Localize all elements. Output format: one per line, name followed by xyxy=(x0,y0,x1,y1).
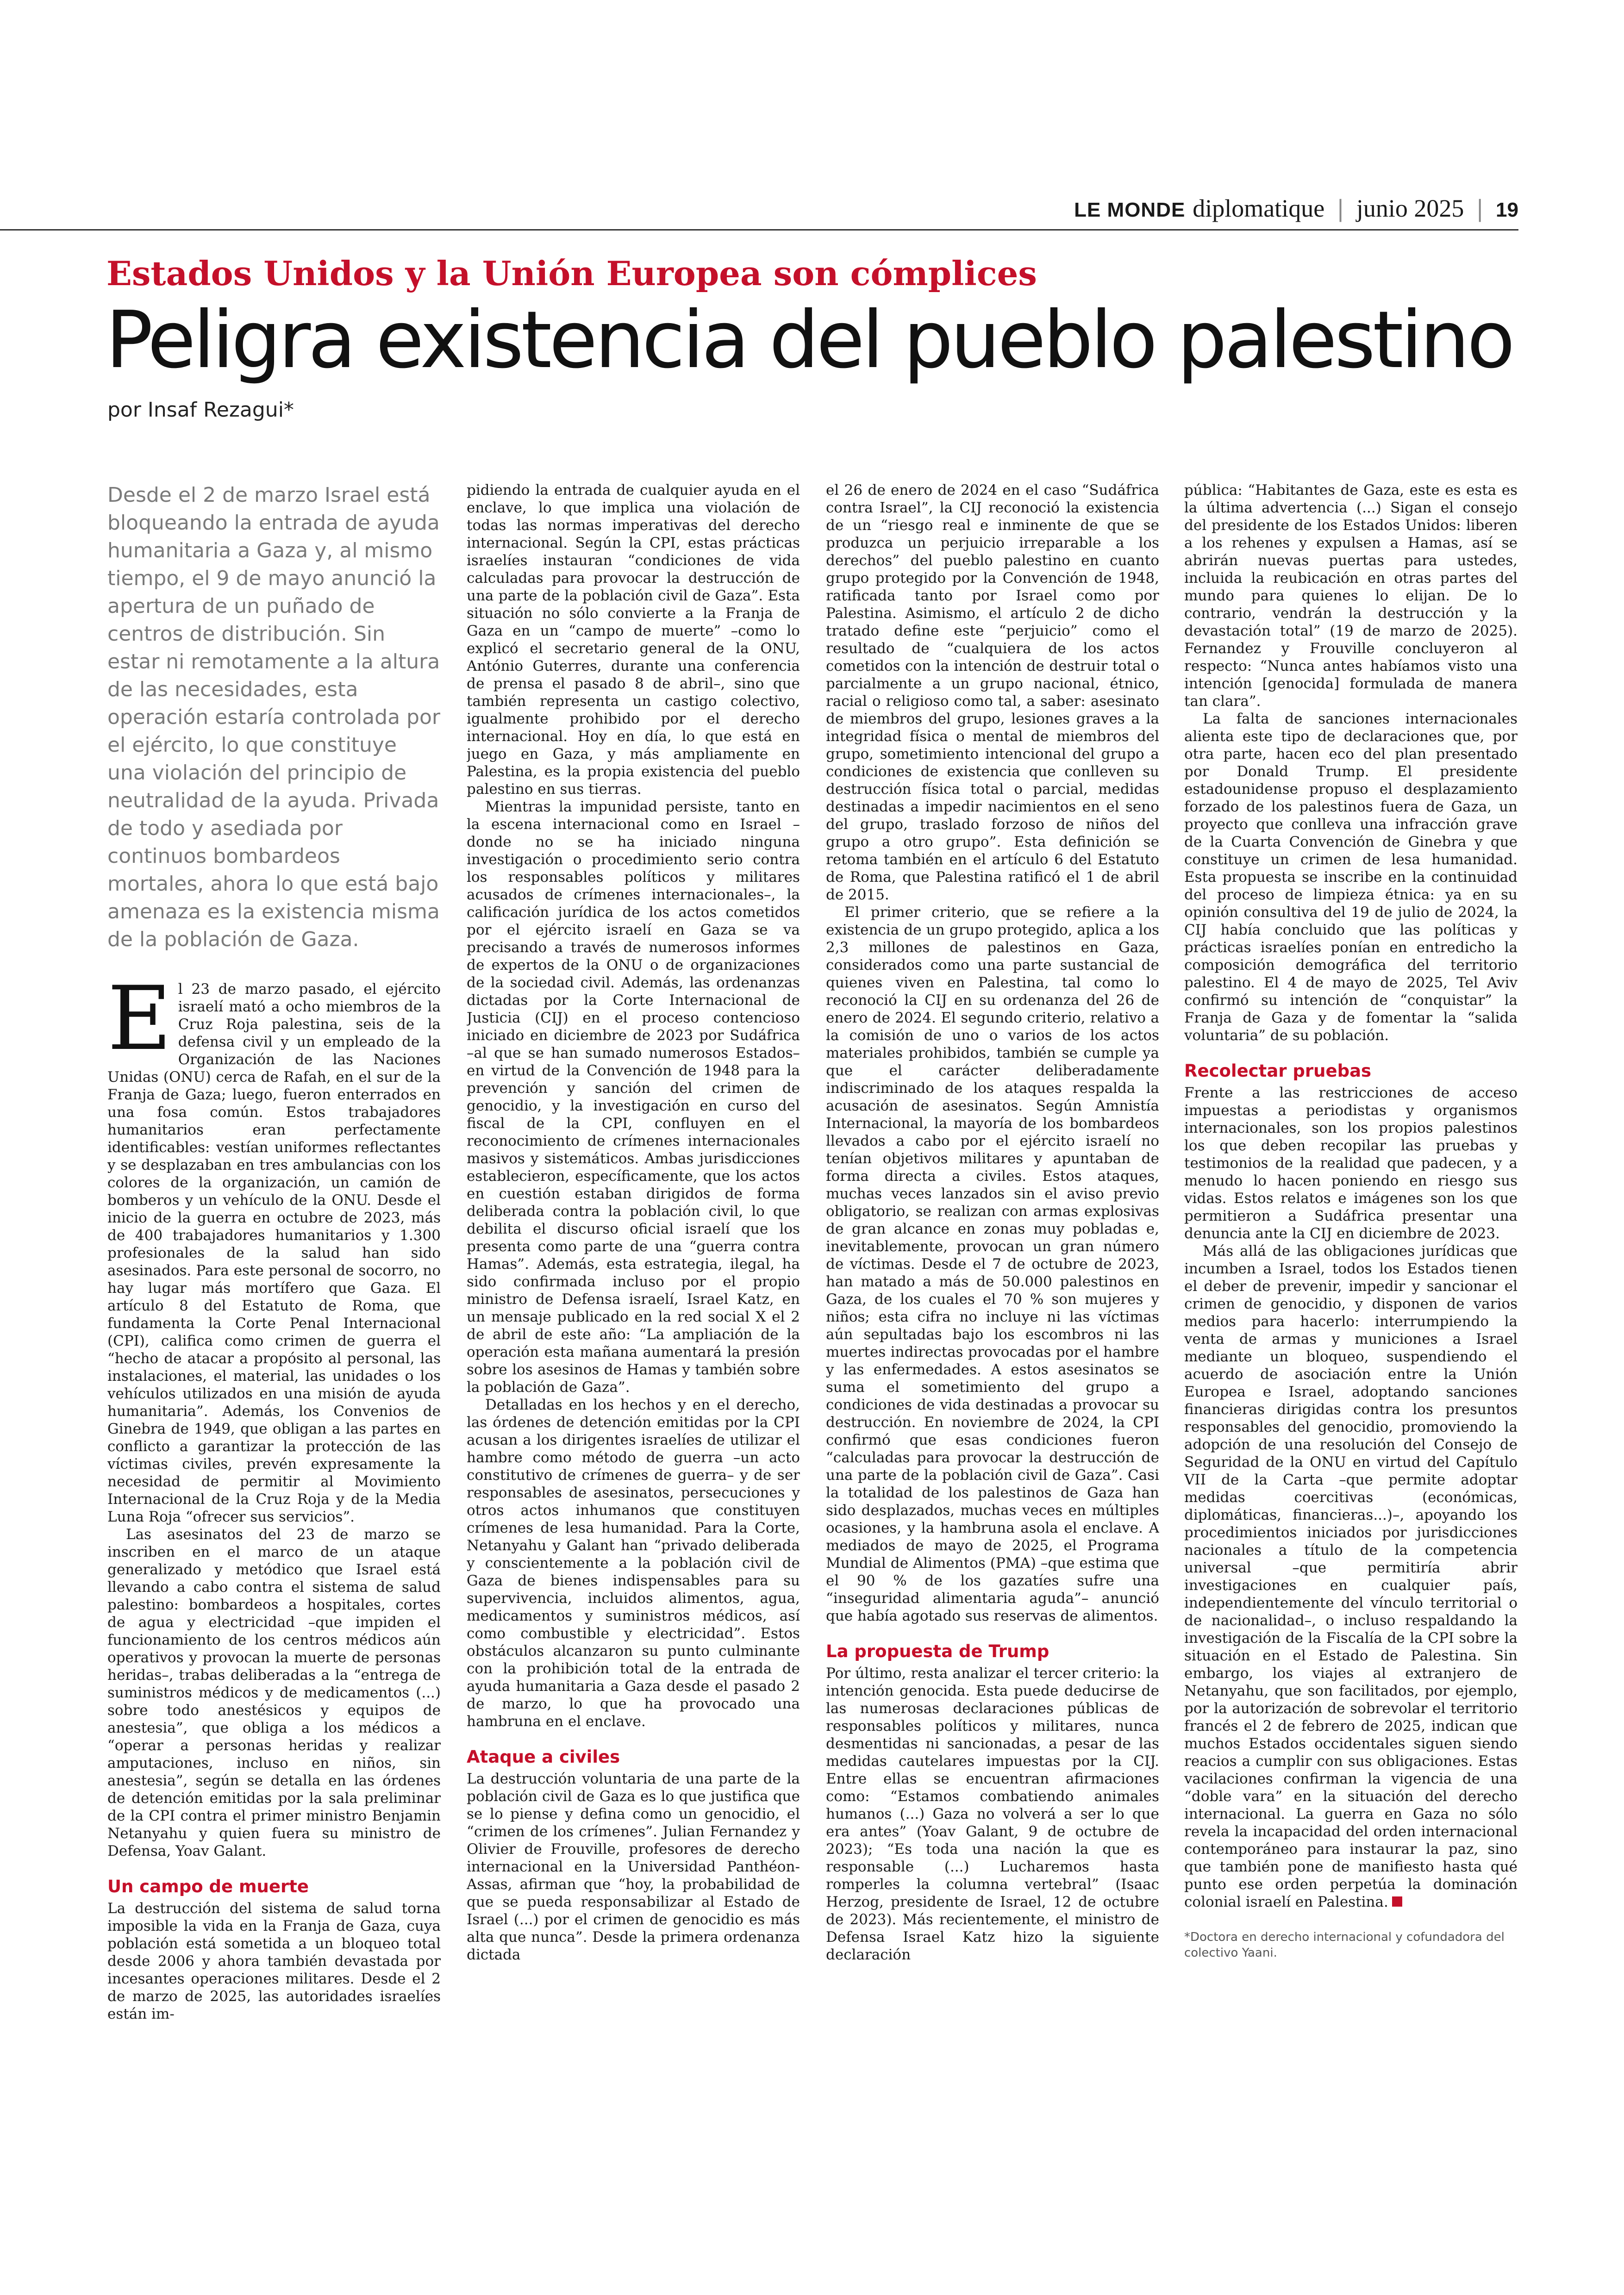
body-paragraph: El 23 de marzo pasado, el ejército israelí mató a ocho miembros de la Cruz Roja palestina, seis de la defensa civil y un empleado de la Organización de las Naciones Unidas (ONU) cerca de Rafah, en el sur de la Franja de Gaza; luego, fueron enterrados en una fosa común. Estos trabajadores humanitarios eran perfectamente identificables: vestían uniformes reflectantes y se desplazaban en tres ambulancias con los colores de la organización, un camión de bomberos y un vehículo de la ONU. Desde el inicio de la guerra en octubre de 2023, más de 400 trabajadores humanitarios y 1.300 profesionales de la salud han sido asesinados. Para este personal de socorro, no hay lugar más mortífero que Gaza. El artículo 8 del Estatuto de Roma, que fundamenta la Corte Penal Internacional (CPI), califica como crimen de guerra el “hecho de atacar a propósito al personal, las instalaciones, el material, las unidades o los vehículos utilizados en una misión de ayuda humanitaria”. Además, los Convenios de Ginebra de 1949, que obligan a las partes en conflicto a garantizar la protección de las víctimas civiles, prevén expresamente la necesidad de permitir al Movimiento Internacional de la Cruz Roja y de la Media Luna Roja “ofrecer sus servicios”. xyxy=(107,967,441,1525)
body-paragraph: Las asesinatos del 23 de marzo se inscriben en el marco de un ataque generalizado y metódico que Israel está llevando a cabo contra el sistema de salud palestino: bombardeos a hospitales, cortes de agua y electricidad –que impiden el funcionamiento de los centros médicos aún operativos y provocan la muerte de personas heridas–, trabas deliberadas a la “entrega de suministros médicos y de medicamentos (...) sobre todo anestésicos y equipos de anestesia”, que obliga a los médicos a “operar a personas heridas y realizar amputaciones, incluso en niños, sin anestesia”, según se detalla en las órdenes de detención emitidas por la sala preliminar de la CPI contra el primer ministro Benjamin Netanyahu y quien fuera su ministro de Defensa, Yoav Galant. xyxy=(107,1526,441,1859)
column-3 xyxy=(826,481,1159,2125)
page-number: 19 xyxy=(1496,199,1518,221)
body-paragraph: Por último, resta analizar el tercer criterio: la intención genocida. Esta puede deducirse de las numerosas declaraciones públicas de responsables políticos y militares, nunca desmentidas ni sancionadas, a pesar de las medidas cautelares impuestas por la CIJ. Entre ellas se encuentran afirmaciones como: “Estamos combatiendo animales humanos (...) Gaza no volverá a ser lo que era antes” (Yoav Galant, 9 de octubre de 2023); “Es toda una nación la que es responsable (...) Lucharemos hasta romperles la columna vertebral” (Isaac Herzog, presidente de Israel, 12 de octubre de 2023). Más recientemente, el ministro de Defensa Israel Katz hizo la siguiente declaración xyxy=(826,1665,1159,1963)
article-lede: Desde el 2 de marzo Israel está bloqueando la entrada de ayuda humanitaria a Gaza y, al mismo tiempo, el 9 de mayo anunció la apertura de un puñado de centros de distribución. Sin estar ni remotamente a la altura de las necesidades, esta operación estaría controlada por el ejército, lo que constituye una violación del principio de neutralidad de la ayuda. Privada de todo y asediada por continuos bombardeos mortales, ahora lo que está bajo amenaza es la existencia misma de la población de Gaza. xyxy=(107,483,440,951)
article-kicker: Estados Unidos y la Unión Europea son cómplices xyxy=(106,254,1037,293)
masthead-brand: LE MONDE xyxy=(1074,199,1186,221)
masthead-separator: | xyxy=(1337,195,1344,222)
body-paragraph: Mientras la impunidad persiste, tanto en la escena internacional como en Israel –donde no se ha iniciado ninguna investigación o procedimiento serio contra los responsables políticos y militares acusados de crímenes internacionales–, la calificación jurídica de los actos cometidos por el ejército israelí en Gaza se va precisando a través de numerosos informes de expertos de la ONU o de organizaciones de la sociedad civil. Además, las ordenanzas dictadas por la Corte Internacional de Justicia (CIJ) en el proceso contencioso iniciado en diciembre de 2023 por Sudáfrica –al que se han sumado numerosos Estados– en virtud de la Convención de 1948 para la prevención y sanción del crimen de genocidio, y la investigación en curso del fiscal de la CPI, confluyen en el reconocimiento de crímenes internacionales masivos y sistemáticos. Ambas jurisdicciones establecieron, específicamente, que los actos en cuestión estaban dirigidos de forma deliberada contra la población civil, lo que debilita el discurso oficial israelí que los presenta como parte de una “guerra contra Hamas”. Además, esta estrategia, ilegal, ha sido confirmada incluso por el propio ministro de Defensa israelí, Israel Katz, en un mensaje publicado en la red social X el 2 de abril de este año: “La ampliación de la operación esta mañana aumentará la presión sobre los asesinos de Hamas y también sobre la población de Gaza”. xyxy=(467,798,800,1396)
masthead-date: junio 2025 xyxy=(1356,194,1464,222)
body-paragraph: La falta de sanciones internacionales alienta este tipo de declaraciones que, por otra parte, hacen eco del plan presentado por Donald Trump. El presidente estadounidense propuso el desplazamiento forzado de los palestinos fuera de Gaza, un proyecto que conlleva una infracción grave de la Cuarta Convención de Ginebra y que constituye un crimen de lesa humanidad. Esta propuesta se inscribe en la continuidad del proceso de limpieza étnica: ya en su opinión consultiva del 19 de julio de 2024, la CIJ había concluido que las políticas y prácticas israelíes ponían en entredicho la composición demográfica del territorio palestino. El 4 de mayo de 2025, Tel Aviv confirmó su intención de “conquistar” la Franja de Gaza y de fomentar la “salida voluntaria” de su población. xyxy=(1184,711,1518,1044)
body-paragraph: Frente a las restricciones de acceso impuestas a periodistas y organismos internacionales, son los propios palestinos los que deben recopilar las pruebas y testimonios de la realidad que padecen, y a menudo lo hacen poniendo en riesgo sus vidas. Estos relatos e imágenes son los que permitieron a Sudáfrica presentar una denuncia ante la CIJ en diciembre de 2023. xyxy=(1184,1085,1518,1242)
body-paragraph: Más allá de las obligaciones jurídicas que incumben a Israel, todos los Estados tienen el deber de prevenir, impedir y sancionar el crimen de genocidio, y disponen de varios medios para hacerlo: interrumpiendo la venta de armas y municiones a Israel mediante un bloqueo, suspendiendo el acuerdo de asociación entre la Unión Europea e Israel, adoptando sanciones financieras dirigidas contra los presuntos responsables del genocidio, promoviendo la adopción de una resolución del Consejo de Seguridad de la ONU en virtud del Capítulo VII de la Carta –que permite adoptar medidas coercitivas (económicas, diplomáticas, financieras...)–, apoyando los procedimientos iniciados por jurisdicciones nacionales a título de la competencia universal –que permitiría abrir investigaciones en cualquier país, independientemente del vínculo territorial o de nacionalidad–, o incluso respaldando la investigación de la Fiscalía de la CPI sobre la situación en el Estado de Palestina. Sin embargo, los viajes al extranjero de Netanyahu, que son facilitados, por ejemplo, por la autorización de sobrevolar el territorio francés el 2 de febrero de 2025, indican que muchos Estados occidentales siguen siendo reacios a cumplir con sus obligaciones. Estas vacilaciones confirman la vigencia de una “doble vara” en la situación del derecho internacional. La guerra en Gaza no sólo revela la incapacidad del orden internacional contemporáneo para instaurar la paz, sino que también pone de manifiesto hasta qué punto ese orden perpetúa la dominación colonial israelí en Palestina. xyxy=(1184,1243,1518,1910)
author-footnote: *Doctora en derecho internacional y cofundadora del colectivo Yaani. xyxy=(1184,1930,1505,1960)
section-heading: La propuesta de Trump xyxy=(826,1641,1049,1661)
article-title: Peligra existencia del pueblo palestino xyxy=(106,294,1512,386)
drop-cap: E xyxy=(107,967,172,1070)
body-paragraph: el 26 de enero de 2024 en el caso “Sudáfrica contra Israel”, la CIJ reconoció la existencia de un “riesgo real e inminente de que se produzca un perjuicio irreparable a los derechos” del pueblo palestino en cuanto grupo protegido por la Convención de 1948, ratificada tanto por Israel como por Palestina. Asimismo, el artículo 2 de dicho tratado define este “perjuicio” como el resultado de “cualquiera de los actos cometidos con la intención de destruir total o parcialmente a un grupo nacional, étnico, racial o religioso como tal, a saber: asesinato de miembros del grupo, lesiones graves a la integridad física o mental de miembros del grupo, sometimiento intencional del grupo a condiciones de existencia que conlleven su destrucción física total o parcial, medidas destinadas a impedir nacimientos en el seno del grupo, traslado forzoso de niños del grupo a otro grupo”. Esta definición se retoma también en el artículo 6 del Estatuto de Roma, que Palestina ratificó el 1 de abril de 2015. xyxy=(826,482,1159,903)
body-paragraph: El primer criterio, que se refiere a la existencia de un grupo protegido, aplica a los 2,3 millones de palestinos en Gaza, considerados como una parte sustancial de quienes viven en Palestina, tal como lo reconoció la CIJ en su ordenanza del 26 de enero de 2024. El segundo criterio, relativo a la comisión de uno o varios de los actos materiales prohibidos, también se cumple ya que el carácter deliberadamente indiscriminado de los ataques respalda la acusación de asesinatos. Según Amnistía Internacional, la mayoría de los bombardeos llevados a cabo por el ejército israelí no tenían objetivos militares y apuntaban de forma directa a civiles. Estos ataques, muchas veces lanzados sin el aviso previo obligatorio, se realizan con armas explosivas de gran alcance en zonas muy pobladas e, inevitablemente, provocan un gran número de víctimas. Desde el 7 de octubre de 2023, han matado a más de 50.000 palestinos en Gaza, de los cuales el 70 % son mujeres y niños; esta cifra no incluye ni las víctimas aún sepultadas bajo los escombros ni las muertes indirectas provocadas por el hambre y las enfermedades. A estos asesinatos se suma el sometimiento del grupo a condiciones de vida destinadas a provocar su destrucción. En noviembre de 2024, la CPI confirmó que esas condiciones fueron “calculadas para provocar la destrucción de una parte de la población civil de Gaza”. Casi la totalidad de los palestinos de Gaza han sido desplazados, muchas veces en múltiples ocasiones, y la hambruna asola el enclave. A mediados de mayo de 2025, el Programa Mundial de Alimentos (PMA) –que estima que el 90 % de los gazatíes sufre una “inseguridad alimentaria aguda”– anunció que había agotado sus reservas de alimentos. xyxy=(826,904,1159,1624)
body-paragraph: La destrucción del sistema de salud torna imposible la vida en la Franja de Gaza, cuya población está sometida a un bloqueo total desde 2006 y ahora también devastada por incesantes operaciones militares. Desde el 2 de marzo de 2025, las autoridades israelíes están im- xyxy=(107,1900,441,2022)
section-heading: Un campo de muerte xyxy=(107,1877,309,1896)
section-heading: Recolectar pruebas xyxy=(1184,1061,1372,1081)
body-paragraph: pidiendo la entrada de cualquier ayuda en el enclave, lo que implica una violación de todas las normas imperativas del derecho internacional. Según la CPI, estas prácticas israelíes instauran “condiciones de vida calculadas para provocar la destrucción de una parte de la población civil de Gaza”. Esta situación no sólo convierte a la Franja de Gaza en un “campo de muerte” –como lo explicó el secretario general de la ONU, António Guterres, durante una conferencia de prensa el pasado 8 de abril–, sino que también representa un castigo colectivo, igualmente prohibido por el derecho internacional. Hoy en día, lo que está en juego en Gaza, y más ampliamente en Palestina, es la propia existencia del pueblo palestino en sus tierras. xyxy=(467,482,800,798)
article-byline: por Insaf Rezagui* xyxy=(107,398,294,422)
masthead-subbrand: diplomatique xyxy=(1193,194,1325,222)
column-2 xyxy=(467,481,800,2125)
masthead xyxy=(1065,190,1518,227)
header-rule xyxy=(0,229,1518,231)
section-heading: Ataque a civiles xyxy=(467,1747,620,1767)
body-paragraph: pública: “Habitantes de Gaza, este es esta es la última advertencia (...) Sigan el consejo del presidente de los Estados Unidos: liberen a los rehenes y expulsen a Hamas, así se abrirán nuevas puertas para ustedes, incluida la reubicación en otras partes del mundo para quienes lo elijan. De lo contrario, vendrán la destrucción y la devastación total” (19 de marzo de 2025). Fernandez y Frouville concluyeron al respecto: “Nunca antes habíamos visto una intención [genocida] formulada de manera tan clara”. xyxy=(1184,482,1518,710)
column-4 xyxy=(1184,481,1518,2125)
body-paragraph: Detalladas en los hechos y en el derecho, las órdenes de detención emitidas por la CPI acusan a los dirigentes israelíes de utilizar el hambre como método de guerra –un acto constitutivo de crímenes de guerra– y de ser responsables de asesinatos, persecuciones y otros actos inhumanos que constituyen crímenes de lesa humanidad. Para la Corte, Netanyahu y Galant han “privado deliberada y conscientemente a la población civil de Gaza de bienes indispensables para su supervivencia, incluidos alimentos, agua, medicamentos y suministros médicos, así como combustible y electricidad”. Estos obstáculos alcanzaron su punto culminante con la prohibición total de la entrada de ayuda humanitaria a Gaza desde el pasado 2 de marzo, lo que ha provocado una hambruna en el enclave. xyxy=(467,1397,800,1730)
column-1 xyxy=(107,481,441,2125)
end-mark xyxy=(1392,1896,1402,1907)
body-paragraph: La destrucción voluntaria de una parte de la población civil de Gaza es lo que justifica que se lo piense y defina como un genocidio, el “crimen de los crímenes”. Julian Fernandez y Olivier de Frouville, profesores de derecho internacional en la Universidad Panthéon-Assas, afirman que “hoy, la probabilidad de que se pueda responsabilizar al Estado de Israel (...) por el crimen de genocidio es más alta que nunca”. Desde la primera ordenanza dictada xyxy=(467,1771,800,1963)
masthead-separator: | xyxy=(1476,195,1484,222)
